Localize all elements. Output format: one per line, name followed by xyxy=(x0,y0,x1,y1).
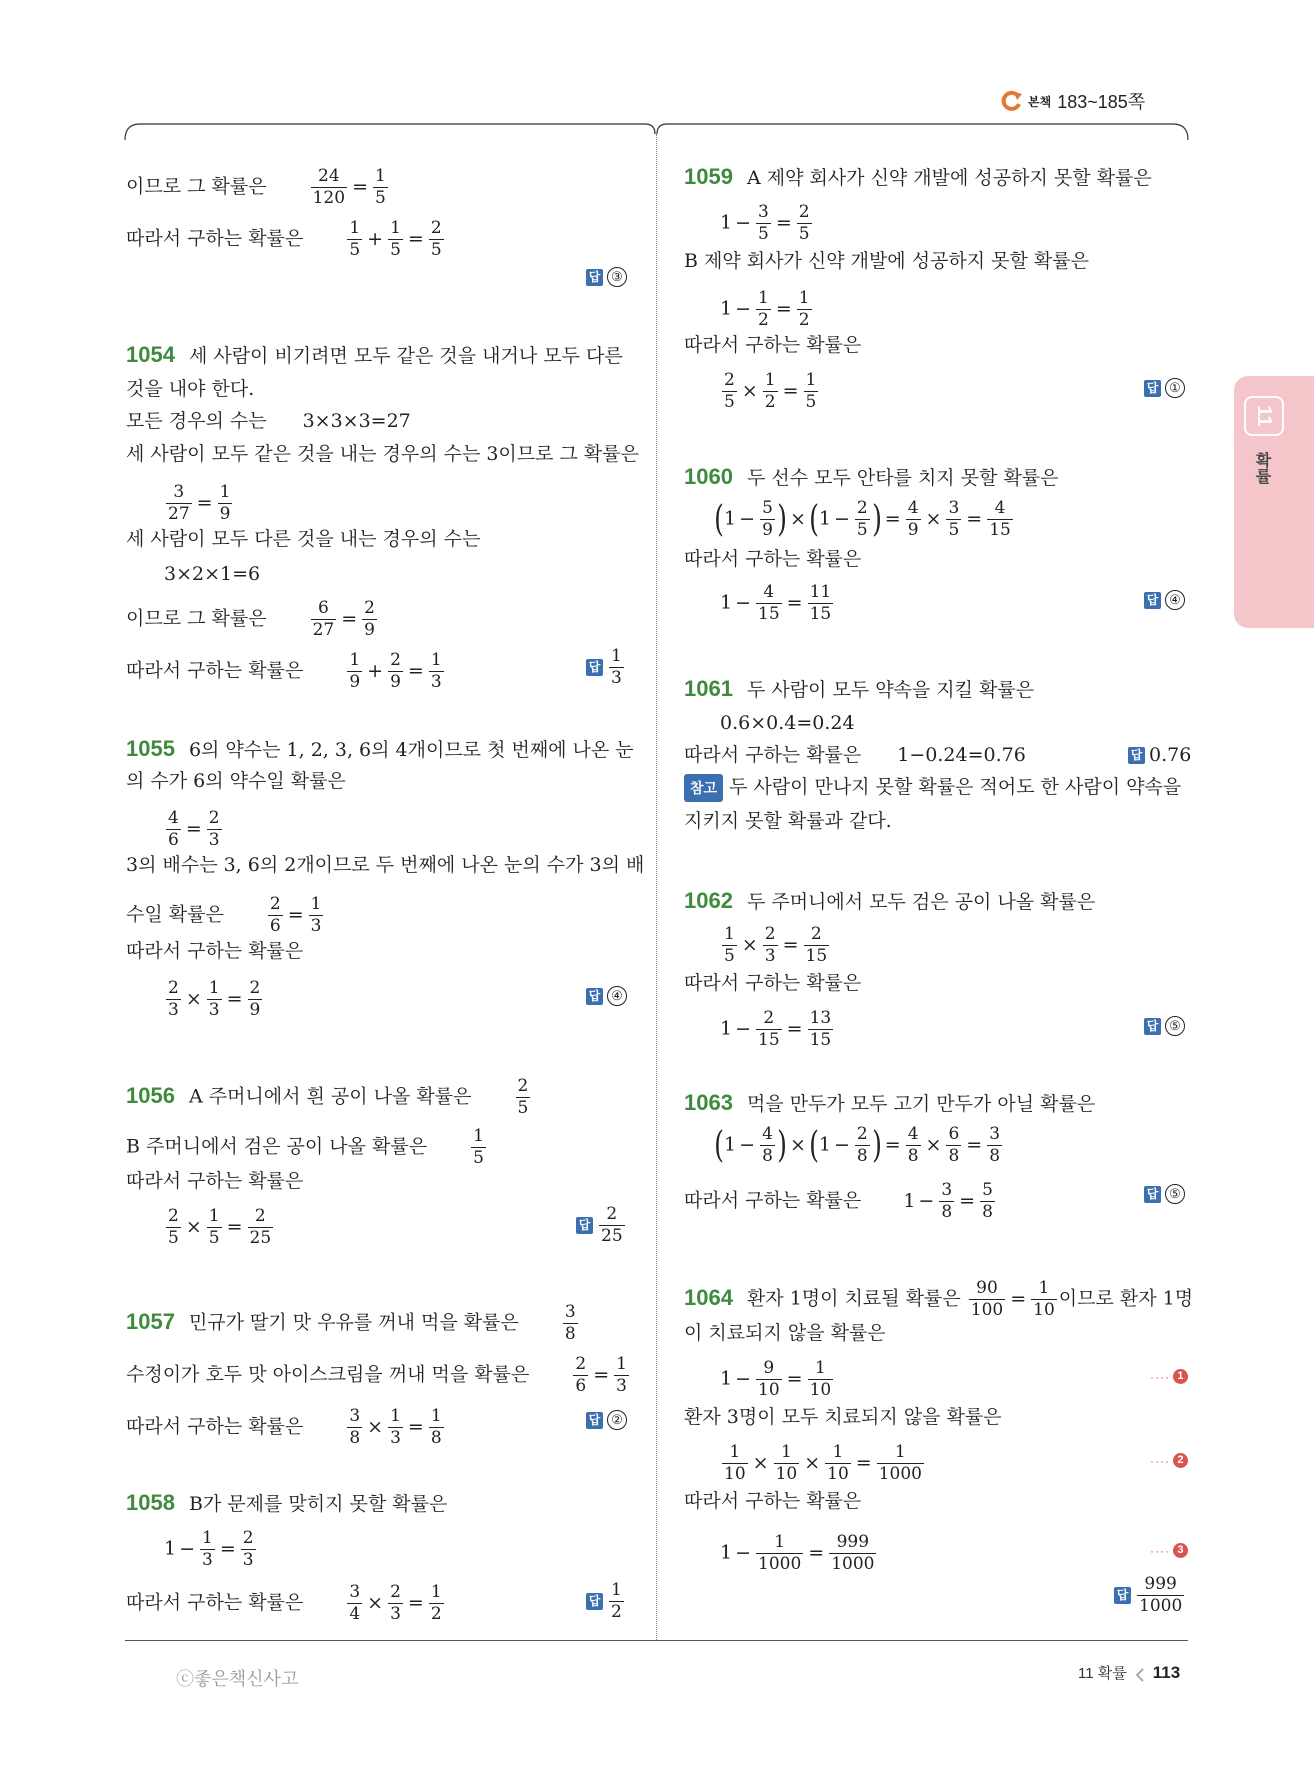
p1062-line1: 1062 두 주머니에서 모두 검은 공이 나올 확률은 xyxy=(684,888,1096,913)
p1055-line1: 1055 6의 약수는 1, 2, 3, 6의 4개이므로 첫 번째에 나온 눈 xyxy=(126,736,634,761)
p1061-tip1: 참고 두 사람이 만나지 못할 확률은 적어도 한 사람이 약속을 xyxy=(684,774,1181,802)
chapter-label: 확률 xyxy=(1253,452,1270,484)
page-range: 183~185쪽 xyxy=(1057,92,1146,112)
p1059-line2: B 제약 회사가 신약 개발에 성공하지 못할 확률은 xyxy=(684,250,1089,272)
p1054-line8: 따라서 구하는 확률은 $\frac{1}{9}$ + $\frac{2}{9}$ = $\frac{1}{3}$ xyxy=(126,650,442,692)
answer-1053: 답 ③ xyxy=(586,267,627,287)
p1061-line1: 1061 두 사람이 모두 약속을 지킬 확률은 xyxy=(684,676,1035,701)
footer-chapter: 11 확률 xyxy=(1078,1665,1127,1682)
p1059-frac1: 1 − $\frac{3}{5}$ = $\frac{2}{5}$ xyxy=(720,202,810,244)
p1061-tip2: 지키지 못할 확률과 같다. xyxy=(684,810,892,832)
answer-1061: 답 0.76 xyxy=(1128,744,1191,766)
step-marker-3: ···· 3 xyxy=(1150,1543,1188,1558)
p1056-line2: B 주머니에서 검은 공이 나올 확률은 $\frac{1}{5}$ xyxy=(126,1126,484,1168)
p1060-expr: (1 − $\frac{5}{9}$ ) ×(1 − $\frac{2}{5}$ ) = $\frac{4}{9}$ × $\frac{3}{5}$ = $\frac{4}{15}$ xyxy=(714,498,1011,540)
answer-1063: 답 ⑤ xyxy=(1144,1184,1185,1204)
p1059-frac3: $\frac{2}{5}$ × $\frac{1}{2}$ = $\frac{1}{5}$ xyxy=(724,370,817,412)
answer-1054: 답 $\frac{1}{3}$ xyxy=(586,648,626,687)
p1056-line1: 1056 A 주머니에서 흰 공이 나올 확률은 $\frac{2}{5}$ xyxy=(126,1076,529,1118)
book-label: 본책 xyxy=(1028,94,1052,109)
footer-page-info xyxy=(1078,1662,1180,1683)
p1064-line3: 환자 3명이 모두 치료되지 않을 확률은 xyxy=(684,1406,1002,1428)
p1054-line3: 모든 경우의 수는 3×3×3=27 xyxy=(126,410,411,432)
answer-1059: 답 ① xyxy=(1144,378,1185,398)
p1064-line4: 따라서 구하는 확률은 xyxy=(684,1490,862,1512)
answer-1064: 답 $\frac{999}{1000}$ xyxy=(1114,1576,1186,1615)
p1064-frac1: 1 − $\frac{9}{10}$ = $\frac{1}{10}$ xyxy=(720,1358,832,1400)
answer-1058: 답 $\frac{1}{2}$ xyxy=(586,1582,626,1621)
p1060-frac: 1 − $\frac{4}{15}$ = $\frac{11}{15}$ xyxy=(720,582,832,624)
p1055-line5: 따라서 구하는 확률은 xyxy=(126,940,304,962)
p1054-line2: 것을 내야 한다. xyxy=(126,378,255,400)
fraction: $\frac{24}{120}$ xyxy=(312,166,346,208)
step-marker-2: ···· 2 xyxy=(1150,1453,1188,1468)
p1057-line2: 수정이가 호두 맛 아이스크림을 꺼내 먹을 확률은 $\frac{2}{6}$ = $\frac{1}{3}$ xyxy=(126,1354,627,1396)
p1056-line3: 따라서 구하는 확률은 xyxy=(126,1170,304,1192)
answer-1062: 답 ⑤ xyxy=(1144,1016,1185,1036)
p1062-frac1: $\frac{1}{5}$ × $\frac{2}{3}$ = $\frac{2}{15}$ xyxy=(724,924,828,966)
problem-number: 1054 xyxy=(126,342,175,367)
answer-1057: 답 ② xyxy=(586,1410,627,1430)
step-marker-1: ···· 1 xyxy=(1150,1369,1188,1384)
p1058-line1: 1058 B가 문제를 맞히지 못할 확률은 xyxy=(126,1490,448,1515)
p1060-line1: 1060 두 선수 모두 안타를 치지 못할 확률은 xyxy=(684,464,1059,489)
p1059-line3: 따라서 구하는 확률은 xyxy=(684,334,862,356)
p1054-line1: 1054 세 사람이 비기려면 모두 같은 것을 내거나 모두 다른 xyxy=(126,342,623,367)
chevron-left-icon xyxy=(1135,1666,1145,1680)
p1061-line2: 0.6×0.4=0.24 xyxy=(720,712,855,734)
p1064-frac2: $\frac{1}{10}$ × $\frac{1}{10}$ × $\frac{1}{10}$ = $\frac{1}{1000}$ xyxy=(724,1442,922,1484)
p1055-line4: 수일 확률은 $\frac{2}{6}$ = $\frac{1}{3}$ xyxy=(126,894,322,936)
chapter-tab[interactable] xyxy=(1234,376,1314,628)
p1060-line2: 따라서 구하는 확률은 xyxy=(684,548,862,570)
p1058-frac: 1 − $\frac{1}{3}$ = $\frac{2}{3}$ xyxy=(164,1528,254,1570)
p1063-line2: 따라서 구하는 확률은 1 − $\frac{3}{8}$ = $\frac{5}{8}$ xyxy=(684,1180,993,1222)
answer-1060: 답 ④ xyxy=(1144,590,1185,610)
p1055-line2: 의 수가 6의 약수일 확률은 xyxy=(126,770,346,792)
p1064-line2: 이 치료되지 않을 확률은 xyxy=(684,1322,886,1344)
page-number: 113 xyxy=(1152,1662,1181,1682)
p1057-line1: 1057 민규가 딸기 맛 우유를 꺼내 먹을 확률은 $\frac{3}{8}$ xyxy=(126,1302,576,1344)
p1056-frac: $\frac{2}{5}$ × $\frac{1}{5}$ = $\frac{2}{25}$ xyxy=(168,1206,272,1248)
column-divider xyxy=(656,134,657,1640)
p1059-frac2: 1 − $\frac{1}{2}$ = $\frac{1}{2}$ xyxy=(720,288,810,330)
answer-icon: 답 xyxy=(586,269,603,286)
p1055-frac1: $\frac{4}{6}$ = $\frac{2}{3}$ xyxy=(168,808,220,850)
p1064-frac3: 1 − $\frac{1}{1000}$ = $\frac{999}{1000}$ xyxy=(720,1532,875,1574)
answer-1055: 답 ④ xyxy=(586,986,627,1006)
p1058-line2: 따라서 구하는 확률은 $\frac{3}{4}$ × $\frac{2}{3}$ = $\frac{1}{2}$ xyxy=(126,1582,442,1624)
p1055-line3: 3의 배수는 3, 6의 2개이므로 두 번째에 나온 눈의 수가 3의 배 xyxy=(126,854,645,876)
p1055-frac2: $\frac{2}{3}$ × $\frac{1}{3}$ = $\frac{2}{9}$ xyxy=(168,978,261,1020)
publisher-mark: ⓒ좋은책신사고 xyxy=(176,1669,299,1689)
chapter-number: 11 xyxy=(1244,396,1284,436)
p1054-line5: 세 사람이 모두 다른 것을 내는 경우의 수는 xyxy=(126,528,481,550)
answer-1056: 답 $\frac{2}{25}$ xyxy=(576,1206,627,1245)
p1054-line7: 이므로 그 확률은 $\frac{6}{27}$ = $\frac{2}{9}$ xyxy=(126,598,375,640)
tip-badge: 참고 xyxy=(684,774,723,802)
header-rule xyxy=(0,0,1314,150)
p1063-expr: (1 − $\frac{4}{8}$ ) ×(1 − $\frac{2}{8}$ ) = $\frac{4}{8}$ × $\frac{6}{8}$ = $\frac{3}{8}$ xyxy=(714,1124,1001,1166)
p1054-line4: 세 사람이 모두 같은 것을 내는 경우의 수는 3이므로 그 확률은 xyxy=(126,443,639,465)
p1054-frac1: $\frac{3}{27}$ = $\frac{1}{9}$ xyxy=(168,482,231,524)
p1053-line2: 따라서 구하는 확률은 $\frac{1}{5}$ + $\frac{1}{5}$ = $\frac{2}{5}$ xyxy=(126,218,442,260)
p1054-line6: 3×2×1=6 xyxy=(164,563,261,585)
p1059-line1: 1059 A 제약 회사가 신약 개발에 성공하지 못할 확률은 xyxy=(684,164,1152,189)
p1053-line1: 이므로 그 확률은 $\frac{24}{120}$ = $\frac{1}{5}$ xyxy=(126,166,386,208)
p1061-line3: 따라서 구하는 확률은 1−0.24=0.76 xyxy=(684,744,1026,766)
p1064-line1: 1064 환자 1명이 치료될 확률은 $\frac{90}{100}$ = $\frac{1}{10}$ 이므로 환자 1명 xyxy=(684,1278,1194,1320)
p1062-line2: 따라서 구하는 확률은 xyxy=(684,972,862,994)
p1057-line3: 따라서 구하는 확률은 $\frac{3}{8}$ × $\frac{1}{3}$ = $\frac{1}{8}$ xyxy=(126,1406,442,1448)
footer-rule xyxy=(125,1640,1188,1641)
p1062-frac2: 1 − $\frac{2}{15}$ = $\frac{13}{15}$ xyxy=(720,1008,832,1050)
p1063-line1: 1063 먹을 만두가 모두 고기 만두가 아닐 확률은 xyxy=(684,1090,1096,1115)
